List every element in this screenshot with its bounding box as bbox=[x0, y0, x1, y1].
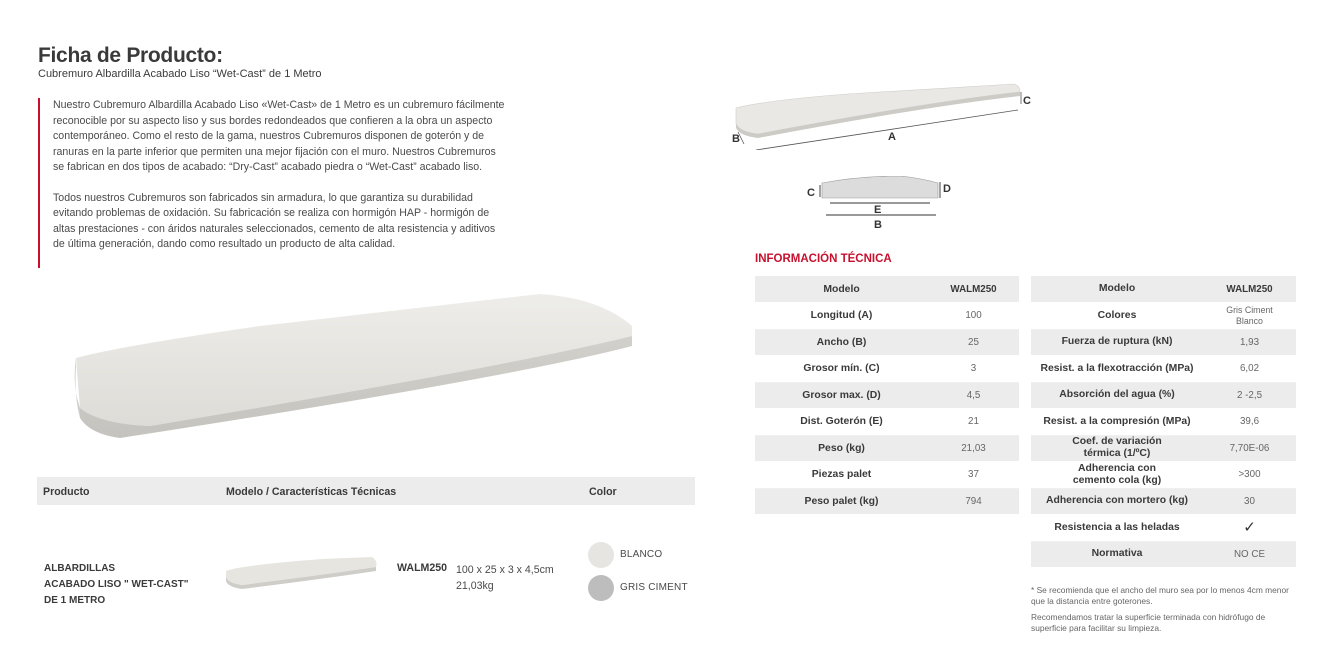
tech2-value: 1,93 bbox=[1203, 329, 1296, 356]
tech2-key-line: Coef. de variación bbox=[1072, 436, 1162, 448]
tech-info-heading: INFORMACIÓN TÉCNICA bbox=[755, 253, 892, 265]
color-label-white: BLANCO bbox=[620, 549, 663, 560]
tech2-key: Resistencia a las heladas bbox=[1031, 515, 1203, 542]
tech2-key: Fuerza de ruptura (kN) bbox=[1031, 329, 1203, 356]
tech1-key: Dist. Goterón (E) bbox=[755, 409, 928, 436]
product-table-header bbox=[37, 477, 695, 505]
product-name-line: ALBARDILLAS bbox=[44, 563, 116, 574]
page-title: Ficha de Producto: bbox=[38, 44, 223, 67]
tech2-value: 30 bbox=[1203, 488, 1296, 515]
tech2-key: Colores bbox=[1031, 303, 1203, 330]
profile-label-c: C bbox=[807, 187, 815, 199]
footnote-wall-width: * Se recomienda que el ancho del muro sea por lo menos 4cm menor que la distancia entre goterones. bbox=[1031, 585, 1289, 606]
tech1-key: Piezas palet bbox=[755, 462, 928, 489]
tech1-key: Grosor mín. (C) bbox=[755, 356, 928, 383]
profile-diagram bbox=[800, 176, 960, 234]
product-row bbox=[37, 505, 695, 615]
tech1-value: 21 bbox=[928, 409, 1019, 436]
tech2-key: Adherencia con mortero (kg) bbox=[1031, 488, 1203, 515]
color-option: Blanco bbox=[1236, 315, 1263, 326]
tech1-value: 37 bbox=[928, 462, 1019, 489]
product-name bbox=[44, 561, 188, 609]
tech2-key-line: cemento cola (kg) bbox=[1072, 474, 1162, 486]
product-weight: 21,03kg bbox=[456, 580, 494, 592]
tech2-value: 39,6 bbox=[1203, 409, 1296, 436]
label-a: A bbox=[888, 131, 896, 143]
color-swatch-grey bbox=[588, 575, 614, 601]
tech1-key: Longitud (A) bbox=[755, 303, 928, 330]
tech2-key bbox=[1031, 435, 1203, 462]
tech2-key: Resist. a la flexotracción (MPa) bbox=[1031, 356, 1203, 383]
tech2-key: Modelo bbox=[1031, 276, 1203, 303]
label-b: B bbox=[732, 133, 740, 145]
label-c: C bbox=[1023, 95, 1031, 107]
tech-table-dimensions bbox=[755, 276, 1019, 515]
dimension-diagram-3d bbox=[728, 80, 1038, 150]
page-subtitle: Cubremuro Albardilla Acabado Liso “Wet-Cast” de 1 Metro bbox=[38, 68, 322, 80]
tech1-value: 25 bbox=[928, 329, 1019, 356]
tech2-value: 7,70E-06 bbox=[1203, 435, 1296, 462]
header-color: Color bbox=[589, 486, 617, 498]
product-hero-image bbox=[60, 286, 640, 446]
color-swatch-white bbox=[588, 542, 614, 568]
tech2-value: 6,02 bbox=[1203, 356, 1296, 383]
tech1-key: Grosor max. (D) bbox=[755, 382, 928, 409]
tech1-value: 3 bbox=[928, 356, 1019, 383]
product-model: WALM250 bbox=[397, 562, 448, 574]
product-table bbox=[37, 477, 695, 615]
tech2-key: Resist. a la compresión (MPa) bbox=[1031, 409, 1203, 436]
header-product: Producto bbox=[43, 486, 90, 498]
product-name-line: DE 1 METRO bbox=[44, 595, 106, 606]
tech1-key: Ancho (B) bbox=[755, 329, 928, 356]
tech2-key: Absorción del agua (%) bbox=[1031, 382, 1203, 409]
color-label-grey: GRIS CIMENT bbox=[620, 582, 688, 593]
tech1-key: Modelo bbox=[755, 276, 928, 303]
tech2-value: >300 bbox=[1203, 462, 1296, 489]
tech2-key-line: Adherencia con bbox=[1078, 462, 1156, 474]
description-paragraph-1: Nuestro Cubremuro Albardilla Acabado Liso «Wet-Cast» de 1 Metro es un cubremuro fácilmente reconocible por su aspecto liso y sus bordes redondeados que confieren a la obra un aspecto contemporáneo. Como el resto de la gama, nuestros Cubremuros disponen de goterón y de ranuras en la parte inferior que permiten una mejor fijación con el muro. Nuestros Cubremuros se fabrican en dos tipos de acabado: “Dry-Cast” acabado piedra o “Wet-Cast” acabado liso. bbox=[53, 99, 505, 173]
checkmark-icon: ✓ bbox=[1203, 515, 1296, 542]
profile-label-d: D bbox=[943, 183, 951, 195]
header-model: Modelo / Características Técnicas bbox=[226, 486, 397, 498]
tech-table-properties bbox=[1031, 276, 1296, 568]
product-description bbox=[38, 98, 508, 268]
description-paragraph-2: Todos nuestros Cubremuros son fabricados sin armadura, lo que garantiza su durabilidad evitando problemas de oxidación. Su fabricación se realiza con hormigón HAP - hormigón de altas prestaciones - con áridos naturales seleccionados, cemento de alta resistencia y aditivos de última generación, dando como resultado un producto de alta calidad. bbox=[53, 191, 496, 250]
tech1-value: WALM250 bbox=[928, 276, 1019, 303]
tech1-value: 794 bbox=[928, 488, 1019, 515]
tech1-key: Peso (kg) bbox=[755, 435, 928, 462]
product-name-line: ACABADO LISO " WET-CAST" bbox=[44, 579, 189, 590]
tech1-value: 100 bbox=[928, 303, 1019, 330]
product-dimensions: 100 x 25 x 3 x 4,5cm bbox=[456, 564, 554, 576]
footnote-treatment: Recomendamos tratar la superficie terminada con hidrófugo de superficie para facilitar su limpieza. bbox=[1031, 612, 1266, 633]
color-option: Gris Ciment bbox=[1226, 304, 1273, 315]
tech1-key: Peso palet (kg) bbox=[755, 488, 928, 515]
profile-label-e: E bbox=[874, 204, 882, 216]
tech2-value: 2 -2,5 bbox=[1203, 382, 1296, 409]
tech2-key bbox=[1031, 462, 1203, 489]
tech2-value: NO CE bbox=[1203, 541, 1296, 568]
product-thumbnail bbox=[222, 545, 380, 595]
tech2-value: WALM250 bbox=[1203, 276, 1296, 303]
tech2-value bbox=[1203, 303, 1296, 330]
product-specs bbox=[456, 562, 554, 594]
tech2-key: Normativa bbox=[1031, 541, 1203, 568]
tech1-value: 4,5 bbox=[928, 382, 1019, 409]
tech1-value: 21,03 bbox=[928, 435, 1019, 462]
profile-label-b: B bbox=[874, 219, 882, 231]
tech2-key-line: térmica (1/ºC) bbox=[1083, 448, 1151, 460]
